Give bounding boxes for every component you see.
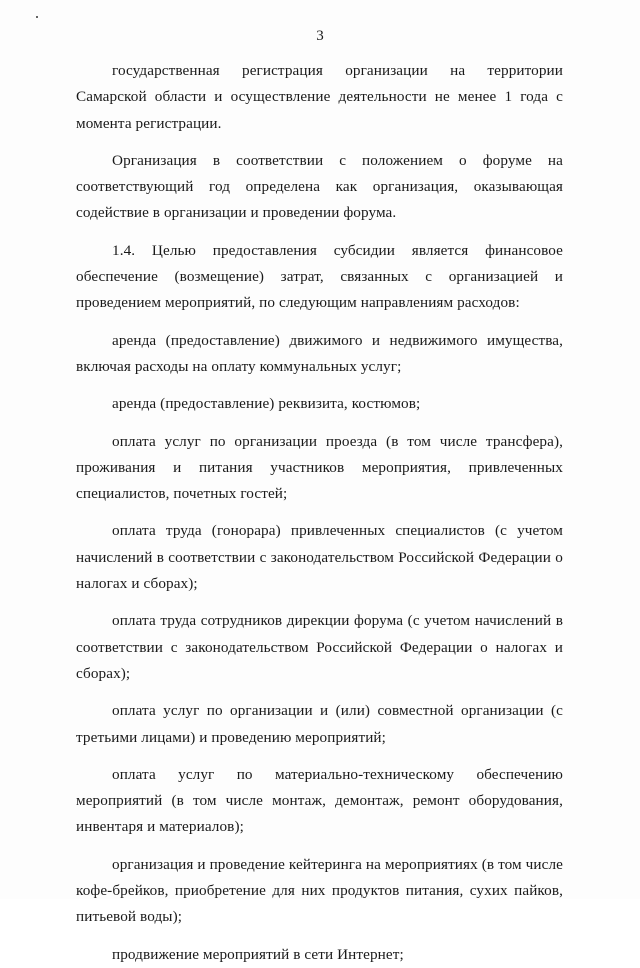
- expense-item-catering: организация и проведение кейтеринга на мероприятиях (в том числе кофе-брейков, приобретение для них продуктов питания, сухих пайков, питьевой воды);: [76, 855, 563, 926]
- paragraph-organization-forum: Организация в соответствии с положением о форуме на соответствующий год определена как организация, оказывающая содействие в организации и проведении форума.: [76, 151, 563, 222]
- expense-item-internet-promotion: продвижение мероприятий в сети Интернет;: [112, 945, 404, 963]
- scan-artifact-dot: [36, 16, 38, 18]
- expense-item-property-rent: аренда (предоставление) движимого и недвижимого имущества, включая расходы на оплату коммунальных услуг;: [76, 331, 563, 375]
- expense-item-props-costumes: аренда (предоставление) реквизита, костюмов;: [112, 395, 421, 413]
- page-number: 3: [316, 28, 324, 44]
- paragraph-registration-continuation: государственная регистрация организации на территории Самарской области и осуществление деятельности не менее 1 года с момента регистрации.: [76, 62, 563, 132]
- expense-item-technical-support: оплата услуг по материально-техническому обеспечению мероприятий (в том числе монтаж, демонтаж, ремонт оборудования, инвентаря и материалов);: [76, 765, 563, 836]
- paragraph-subsidy-purpose: 1.4. Целью предоставления субсидии является финансовое обеспечение (возмещение) затрат, связанных с организацией и проведением мероприятий, по следующим направлениям расходов:: [76, 241, 563, 312]
- document-body: [76, 58, 563, 968]
- expense-item-staff-salary: оплата труда сотрудников дирекции форума (с учетом начислений в соответствии с законодательством Российской Федерации о налогах и сборах);: [76, 612, 563, 682]
- expense-item-event-organization: оплата услуг по организации и (или) совместной организации (с третьими лицами) и проведению мероприятий;: [76, 702, 563, 746]
- expense-item-travel-accommodation: оплата услуг по организации проезда (в том числе трансфера), проживания и питания участников мероприятия, привлеченных специалистов, почетных гостей;: [76, 432, 563, 503]
- expense-item-specialists-fee: оплата труда (гонорара) привлеченных специалистов (с учетом начислений в соответствии с законодательством Российской Федерации о налогах и сборах);: [76, 522, 563, 593]
